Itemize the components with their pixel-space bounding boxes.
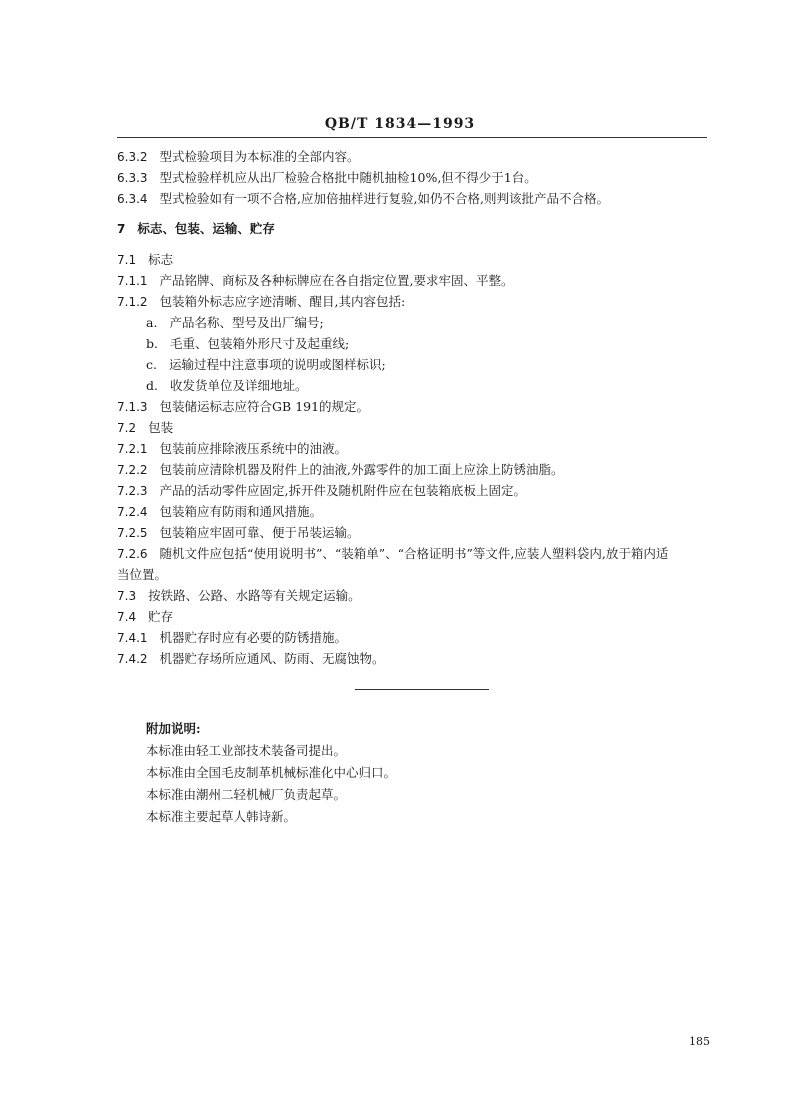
clause-number: 7.1.1	[117, 274, 148, 288]
clause-7-2	[117, 418, 173, 438]
clause-number: 7.2.1	[117, 442, 148, 456]
header-rule	[117, 137, 707, 138]
clause-text: 贮存	[148, 609, 174, 624]
list-marker: c.	[146, 357, 157, 372]
note-line: 本标准由全国毛皮制革机械标准化中心归口。	[146, 765, 397, 780]
clause-7-2-6-continued	[117, 565, 167, 585]
clause-text: 包装箱应有防雨和通风措施。	[159, 504, 323, 519]
clause-text: 按铁路、公路、水路等有关规定运输。	[148, 588, 361, 603]
list-text: 产品名称、型号及出厂编号;	[169, 315, 324, 330]
clause-7-2-3	[117, 481, 526, 501]
clause-7-3	[117, 586, 361, 606]
list-text: 运输过程中注意事项的说明或图样标识;	[168, 357, 386, 372]
clause-7-2-5	[117, 523, 360, 543]
clause-number: 7.2.5	[117, 526, 148, 540]
end-rule	[355, 689, 489, 690]
clause-7-1-2	[117, 292, 405, 312]
clause-7-4	[117, 607, 173, 627]
clause-number: 7.2.6	[117, 547, 148, 561]
clause-text: 机器贮存时应有必要的防锈措施。	[159, 630, 348, 645]
clause-7-1	[117, 250, 173, 270]
clause-text: 包装储运标志应符合GB 191的规定。	[159, 399, 370, 414]
list-text: 毛重、包装箱外形尺寸及起重线;	[169, 336, 350, 351]
list-marker: d.	[146, 378, 158, 393]
page-number: 185	[689, 1035, 710, 1048]
clause-text: 型式检验如有一项不合格,应加倍抽样进行复验,如仍不合格,则判该批产品不合格。	[159, 191, 609, 206]
clause-text: 型式检验样机应从出厂检验合格批中随机抽检10%,但不得少于1台。	[159, 170, 537, 185]
clause-7-1-3	[117, 397, 369, 417]
clause-7-2-2	[117, 460, 564, 480]
clause-6-3-4	[117, 189, 609, 209]
clause-text: 包装前应清除机器及附件上的油液,外露零件的加工面上应涂上防锈油脂。	[159, 462, 564, 477]
clause-7-1-1	[117, 271, 514, 291]
list-item-b	[146, 334, 349, 354]
clause-7-4-1	[117, 628, 347, 648]
clause-number: 7.2	[117, 421, 137, 435]
clause-number: 7.2.2	[117, 463, 148, 477]
clause-number: 7.4.1	[117, 631, 148, 645]
clause-text: 产品的活动零件应固定,拆开件及随机附件应在包装箱底板上固定。	[159, 483, 527, 498]
clause-text: 包装箱应牢固可靠、便于吊装运输。	[159, 525, 360, 540]
clause-6-3-2	[117, 147, 360, 167]
list-item-c	[146, 355, 386, 375]
list-text: 收发货单位及详细地址。	[169, 378, 308, 393]
clause-text-line2: 当位置。	[117, 567, 168, 582]
clause-text: 包装	[148, 420, 174, 435]
clause-text: 包装箱外标志应字迹清晰、醒目,其内容包括:	[159, 294, 406, 309]
clause-number: 7.1.2	[117, 295, 148, 309]
clause-number: 6.3.4	[117, 192, 148, 206]
section-7-heading	[117, 219, 275, 239]
section-number: 7	[117, 222, 126, 236]
clause-text-line1: 随机文件应包括“使用说明书”、“装箱单”、“合格证明书”等文件,应装人塑料袋内,放于箱内适	[159, 546, 669, 561]
notes-title: 附加说明:	[146, 721, 201, 736]
clause-text: 标志	[148, 252, 174, 267]
clause-7-2-1	[117, 439, 347, 459]
clause-number: 7.1.3	[117, 400, 148, 414]
clause-number: 7.3	[117, 589, 137, 603]
clause-7-2-6	[117, 544, 668, 564]
list-marker: a.	[146, 315, 158, 330]
clause-number: 7.2.3	[117, 484, 148, 498]
clause-number: 7.1	[117, 253, 137, 267]
clause-7-2-4	[117, 502, 322, 522]
list-item-a	[146, 313, 324, 333]
standard-code-header: QB/T 1834—1993	[324, 116, 476, 132]
clause-number: 7.4	[117, 610, 137, 624]
note-line: 本标准由潮州二轻机械厂负责起草。	[146, 787, 347, 802]
clause-number: 7.2.4	[117, 505, 148, 519]
list-item-d	[146, 376, 308, 396]
clause-number: 7.4.2	[117, 652, 148, 666]
clause-text: 产品铭牌、商标及各种标牌应在各自指定位置,要求牢固、平整。	[159, 273, 514, 288]
clause-7-4-2	[117, 649, 385, 669]
clause-6-3-3	[117, 168, 537, 188]
clause-text: 型式检验项目为本标准的全部内容。	[159, 149, 360, 164]
note-line: 本标准由轻工业部技术装备司提出。	[146, 743, 347, 758]
clause-text: 包装前应排除液压系统中的油液。	[159, 441, 348, 456]
note-line: 本标准主要起草人韩诗新。	[146, 809, 297, 824]
clause-number: 6.3.3	[117, 171, 148, 185]
section-title: 标志、包装、运输、贮存	[137, 221, 275, 236]
list-marker: b.	[146, 336, 158, 351]
clause-text: 机器贮存场所应通风、防雨、无腐蚀物。	[159, 651, 385, 666]
clause-number: 6.3.2	[117, 150, 148, 164]
